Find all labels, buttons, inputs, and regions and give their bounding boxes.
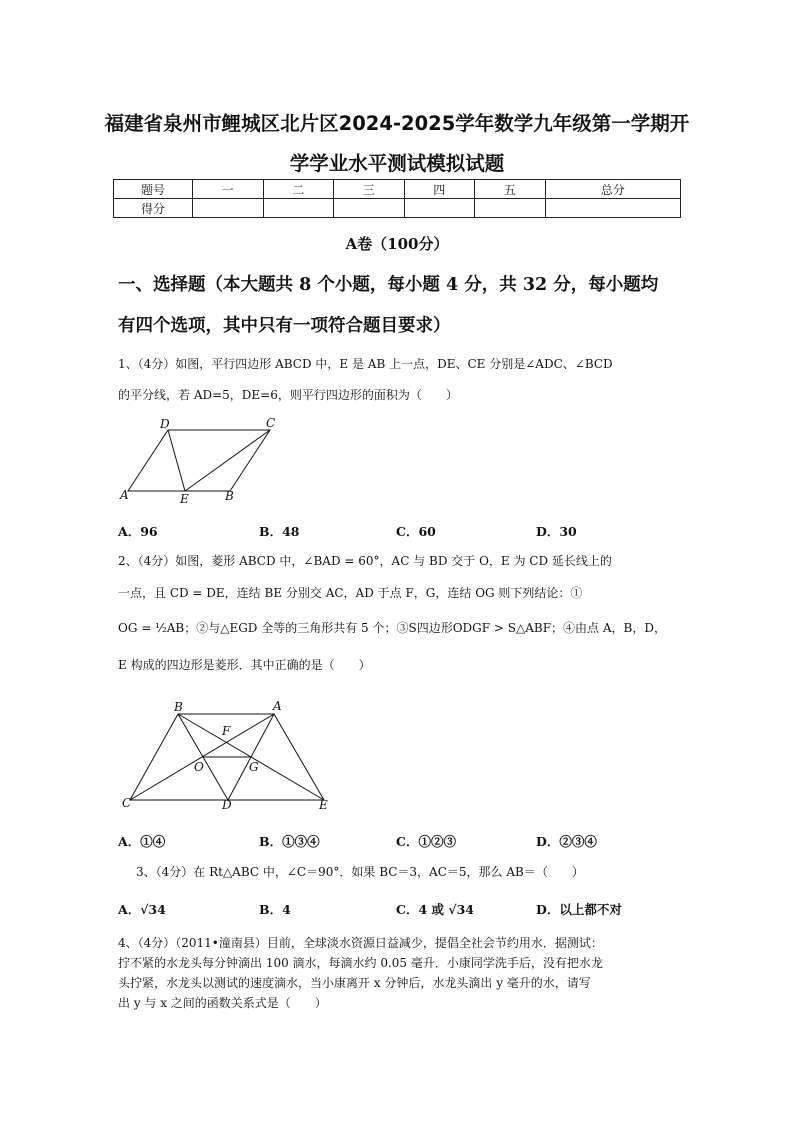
q2-label-b: B (174, 700, 183, 714)
score-blank-cell[interactable] (545, 199, 681, 218)
q4-text-line3: 头拧紧，水龙头以测试的速度滴水，当小康离开 x 分钟后，水龙头滴出 y 毫升的水，请写 (118, 976, 591, 990)
score-blank-cell[interactable] (404, 199, 475, 218)
score-table-header-row (114, 180, 681, 199)
q4-text-line4: 出 y 与 x 之间的函数关系式是（ ） (118, 996, 327, 1010)
q2-text-line4: E 构成的四边形是菱形．其中正确的是（ ） (118, 658, 371, 672)
score-blank-cell[interactable] (263, 199, 334, 218)
score-table-score-row (114, 199, 681, 218)
q2-label-d: D (222, 798, 232, 812)
q1-label-b: B (225, 489, 234, 503)
q3-option-d[interactable]: D．以上都不对 (536, 902, 622, 917)
score-blank-cell[interactable] (193, 199, 264, 218)
section-heading-line1: 一、选择题（本大题共 8 个小题，每小题 4 分，共 32 分，每小题均 (118, 275, 659, 295)
q3-option-b[interactable]: B．4 (259, 902, 291, 917)
q1-option-c[interactable]: C．60 (396, 524, 436, 539)
q2-option-c[interactable]: C．①②③ (396, 834, 456, 849)
q4-text-line1: 4、（4分）（2011•潼南县）目前，全球淡水资源日益减少，提倡全社会节约用水．据测试： (118, 936, 603, 950)
exam-title-line1: 福建省泉州市鲤城区北片区2024-2025学年数学九年级第一学期开 (104, 112, 690, 135)
q2-option-b[interactable]: B．①③④ (259, 834, 320, 849)
score-header-cell: 总分 (545, 180, 681, 199)
score-row-label: 得分 (114, 199, 193, 218)
q2-label-c: C (122, 796, 132, 810)
q1-text-line2: 的平分线，若 AD=5，DE=6，则平行四边形的面积为（ ） (118, 388, 458, 402)
q1-text-line1: 1、（4分）如图，平行四边形 ABCD 中，E 是 AB 上一点，DE、CE 分别是∠ADC、∠BCD (118, 357, 613, 371)
q2-text-line3: OG = ½AB；②与△EGD 全等的三角形共有 5 个；③S四边形ODGF > S△ABF；④由点 A，B，D， (118, 621, 666, 635)
q1-option-a[interactable]: A．96 (118, 524, 158, 539)
q1-label-a: A (120, 488, 129, 502)
q3-text-line1: 3、（4分）在 Rt△ABC 中，∠C＝90°．如果 BC＝3，AC＝5，那么 AB＝（ ） (136, 865, 584, 879)
q1-label-e: E (180, 492, 189, 506)
q2-option-d[interactable]: D．②③④ (536, 834, 597, 849)
q4-text-line2: 拧不紧的水龙头每分钟滴出 100 滴水，每滴水约 0.05 毫升．小康同学洗手后，没有把水龙 (118, 956, 603, 970)
q1-label-c: C (266, 416, 276, 430)
q3-option-a[interactable]: A．√34 (118, 902, 166, 917)
q2-rhombus-figure (118, 697, 338, 817)
score-header-cell: 五 (475, 180, 546, 199)
q2-label-g: G (249, 760, 259, 774)
q3-option-c[interactable]: C．4 或 √34 (396, 902, 474, 917)
q2-text-line1: 2、（4分）如图，菱形 ABCD 中，∠BAD = 60°，AC 与 BD 交于 O，E 为 CD 延长线上的 (118, 554, 612, 568)
score-blank-cell[interactable] (475, 199, 546, 218)
score-header-cell: 二 (263, 180, 334, 199)
score-blank-cell[interactable] (334, 199, 405, 218)
q1-option-b[interactable]: B．48 (259, 524, 300, 539)
q1-parallelogram-figure (112, 412, 292, 512)
score-header-cell: 题号 (114, 180, 193, 199)
q2-label-a: A (273, 699, 282, 713)
q2-option-a[interactable]: A．①④ (118, 834, 166, 849)
exam-title-line2: 学学业水平测试模拟试题 (289, 152, 505, 175)
q1-label-d: D (160, 417, 170, 431)
q2-label-f: F (222, 724, 231, 738)
q1-option-d[interactable]: D．30 (536, 524, 577, 539)
volume-label: A卷（100分） (345, 235, 449, 253)
section-heading-line2: 有四个选项，其中只有一项符合题目要求） (118, 316, 451, 336)
q2-text-line2: 一点，且 CD = DE，连结 BE 分别交 AC，AD 于点 F，G，连结 OG 则下列结论：① (118, 586, 583, 600)
score-header-cell: 三 (334, 180, 405, 199)
score-header-cell: 四 (404, 180, 475, 199)
score-header-cell: 一 (193, 180, 264, 199)
score-table (113, 179, 681, 218)
q2-label-o: O (194, 760, 204, 774)
q2-label-e: E (319, 798, 328, 812)
